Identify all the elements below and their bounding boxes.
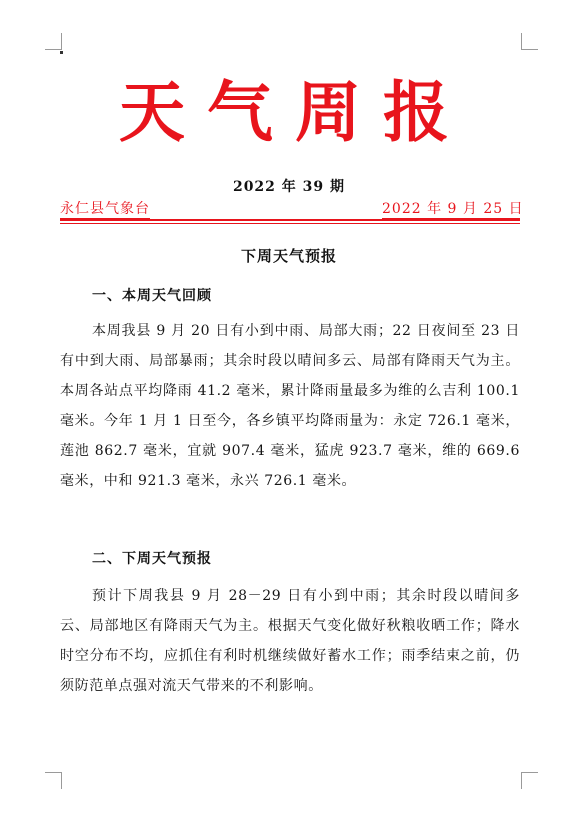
masthead-title: 天气周报 (119, 73, 471, 151)
sender-name: 永仁县气象台 (60, 201, 150, 217)
crop-mark-top-right (521, 33, 538, 50)
crop-mark-top-left (45, 33, 62, 50)
crop-mark-bottom-right (521, 772, 538, 789)
header-rule-thin (60, 223, 520, 224)
section-body-forecast: 预计下周我县 9 月 28－29 日有小到中雨；其余时段以晴间多云、局部地区有降雨天气为主。根据天气变化做好秋粮收晒工作；降水时空分布不均，应抓住有利时机继续做好蓄水工作；雨季结束之前，仍须防范单点强对流天气带来的不利影响。 (60, 588, 520, 694)
document-title: 下周天气预报 (240, 247, 337, 265)
section-body-review: 本周我县 9 月 20 日有小到中雨、局部大雨；22 日夜间至 23 日有中到大雨、局部暴雨；其余时段以晴间多云、局部有降雨天气为主。本周各站点平均降雨 41.2 毫米，累计降雨量最多为维的么吉利 100.1 毫米。今年 1 月 1 日至今，各乡镇平均降雨量为：永定 726.1 毫米，莲池 862.7 毫米，宜就 907.4 毫米，猛虎 923.7 毫米，维的 669.6 毫米，中和 921.3 毫米，永兴 726.1 毫米。 (60, 323, 520, 489)
text-cursor (60, 51, 63, 54)
issue-date: 2022 年 9 月 25 日 (382, 201, 524, 217)
crop-mark-bottom-left (45, 772, 62, 789)
issue-number: 2022 年 39 期 (232, 179, 346, 195)
section-heading-review: 一、本周天气回顾 (92, 288, 212, 304)
section-heading-forecast: 二、下周天气预报 (92, 551, 212, 567)
header-rule (60, 219, 520, 221)
